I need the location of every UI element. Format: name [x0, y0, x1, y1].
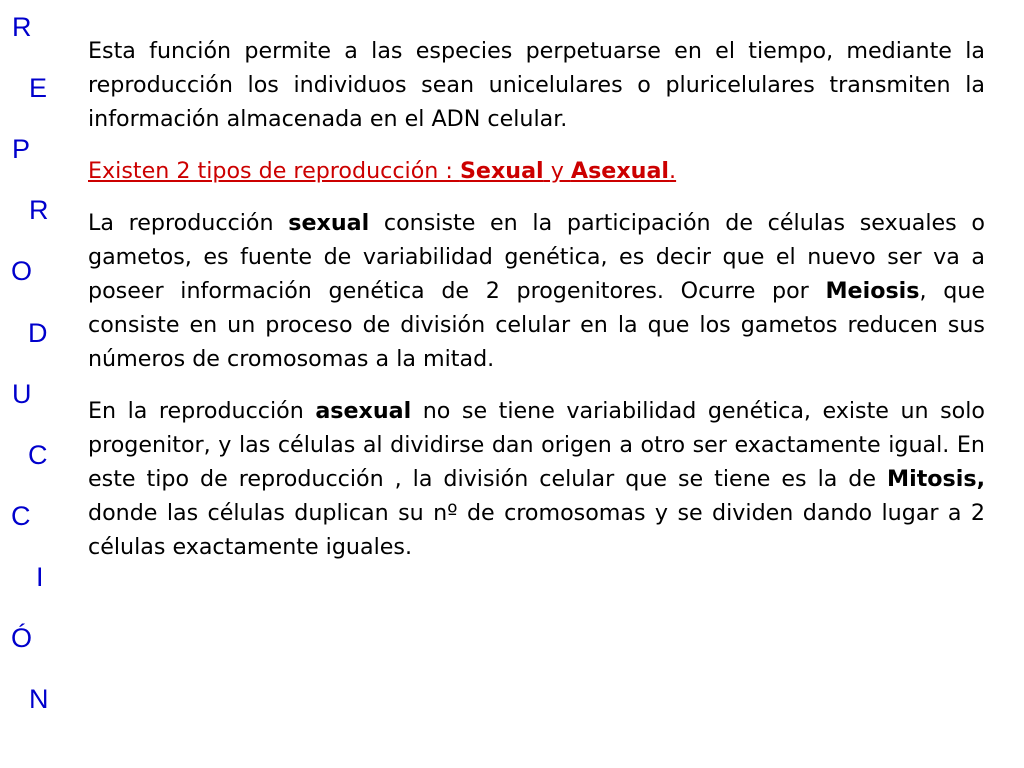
title-letter: R: [12, 12, 32, 42]
sexual-term: Sexual: [459, 158, 544, 184]
title-letter: N: [29, 684, 49, 714]
title-letter: C: [11, 501, 31, 531]
title-letter: D: [28, 318, 48, 348]
title-letter: I: [36, 562, 44, 592]
title-letter: P: [12, 134, 31, 164]
bold-mitosis: Mitosis,: [887, 466, 985, 492]
text-run: En la reproducción: [88, 398, 316, 424]
title-letter: O: [11, 256, 33, 286]
title-letter: E: [29, 73, 48, 103]
types-connector: y: [543, 158, 571, 184]
title-letter: C: [28, 440, 48, 470]
asexual-term: Asexual: [570, 158, 670, 184]
bold-meiosis: Meiosis: [825, 278, 920, 304]
slide-content: [88, 34, 985, 564]
asexual-paragraph: [88, 394, 985, 564]
types-prefix: Existen 2 tipos de reproducción :: [88, 158, 460, 184]
text-run: , que consiste en un proceso de división celular en la que los gametos reducen sus números de cromosomas a la mitad.: [88, 278, 985, 372]
sexual-paragraph: [88, 206, 985, 376]
bold-asexual: asexual: [315, 398, 412, 424]
types-suffix: .: [669, 158, 677, 184]
text-run: donde las células duplican su nº de cromosomas y se dividen dando lugar a 2 células exactamente iguales.: [88, 500, 985, 560]
bold-sexual: sexual: [288, 210, 370, 236]
title-letter: U: [12, 379, 32, 409]
intro-paragraph: Esta función permite a las especies perpetuarse en el tiempo, mediante la reproducción los individuos sean unicelulares o pluricelulares transmiten la información almacenada en el ADN celular.: [88, 38, 985, 132]
text-run: no se tiene variabilidad genética, existe un solo progenitor, y las células al dividirse dan origen a otro ser exactamente igual. En este tipo de reproducción , la división celular que se tiene es la de: [88, 398, 985, 492]
types-line: [88, 154, 985, 188]
text-run: consiste en la participación de células sexuales o gametos, es fuente de variabilidad genética, es decir que el nuevo ser va a poseer información genética de 2 progenitores. Ocurre por: [88, 210, 985, 304]
title-letter: R: [29, 195, 49, 225]
text-run: La reproducción: [88, 210, 289, 236]
vertical-title: [0, 0, 80, 768]
title-letter: Ó: [11, 623, 33, 653]
